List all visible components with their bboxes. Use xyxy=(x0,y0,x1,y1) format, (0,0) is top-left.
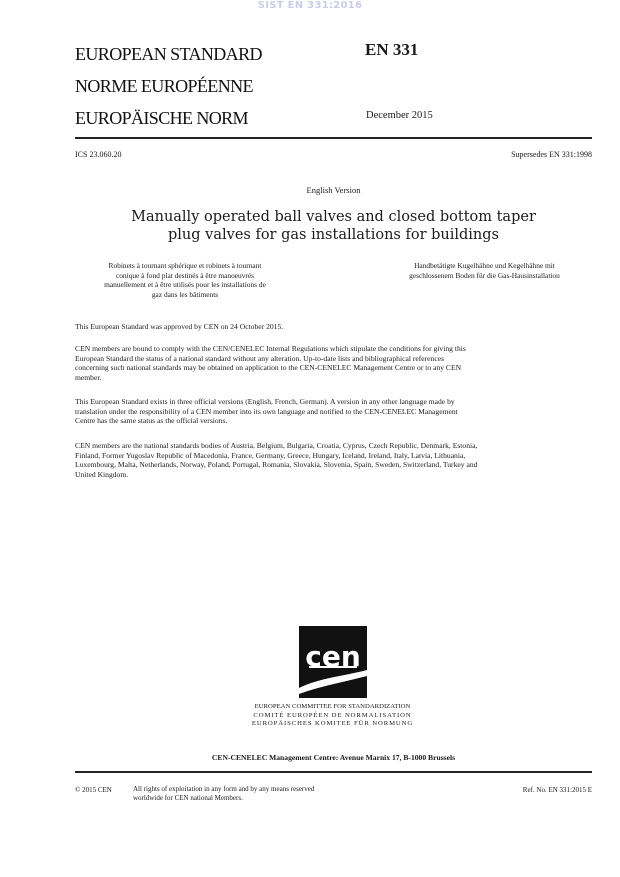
french-title-line: gaz dans les bâtiments xyxy=(151,289,219,299)
paragraph-line: CEN members are the national standards bodies of Austria, Belgium, Bulgaria, Croatia, Cyprus, Czech Republic, Denmark, Estonia, xyxy=(75,441,478,450)
cen-logo-graphic xyxy=(299,626,367,698)
publication-date: December 2015 xyxy=(366,110,433,121)
committee-name-fr: COMITÉ EUROPÉEN DE NORMALISATION xyxy=(253,711,412,719)
watermark: SIST EN 331:2016 xyxy=(257,0,363,11)
version-label: English Version xyxy=(306,185,361,195)
paragraph-line: United Kingdom. xyxy=(75,469,129,479)
paragraph-line: member. xyxy=(75,372,102,382)
standard-number: EN 331 xyxy=(365,40,419,59)
versions-paragraph xyxy=(75,397,592,426)
rights-statement xyxy=(133,785,413,803)
copyright: © 2015 CEN xyxy=(75,786,112,794)
standard-name-en: EUROPEAN STANDARD xyxy=(75,44,262,64)
paragraph-line: This European Standard exists in three official versions (English, French, German). A version in any other language made by xyxy=(75,397,455,406)
compliance-paragraph xyxy=(75,344,592,382)
standard-name-de: EUROPÄISCHE NORM xyxy=(75,108,248,128)
rights-line: worldwide for CEN national Members. xyxy=(133,794,243,802)
rights-line: All rights of exploitation in any form and by any means reserved xyxy=(133,785,315,793)
approval-paragraph xyxy=(75,322,592,332)
footer-rule xyxy=(75,771,592,773)
german-title-line: Handbetätigte Kugelhähne und Kegelhähne mit xyxy=(414,261,555,270)
paragraph-line: CEN members are bound to comply with the CEN/CENELEC Internal Regulations which stipulate the conditions for giving this xyxy=(75,344,466,353)
cen-logo-text: cen xyxy=(305,640,361,673)
paragraph-line: This European Standard was approved by CEN on 24 October 2015. xyxy=(75,322,284,331)
paragraph-line: Luxembourg, Malta, Netherlands, Norway, Poland, Portugal, Romania, Slovakia, Slovenia, Spain, Sweden, Switzerland, Turkey and xyxy=(75,460,478,470)
paragraph-line: Centre has the same status as the official versions. xyxy=(75,416,228,426)
management-centre: CEN-CENELEC Management Centre: Avenue Marnix 17, B-1000 Brussels xyxy=(211,753,456,762)
ics-code: ICS 23.060.20 xyxy=(75,150,122,159)
french-title-line: conique à fond plat destinés à être manoeuvrés xyxy=(115,270,255,280)
paragraph-line: Finland, Former Yugoslav Republic of Macedonia, France, Germany, Greece, Hungary, Iceland, Ireland, Italy, Latvia, Lithuania, xyxy=(75,450,466,460)
paragraph-line: concerning such national standards may be obtained on application to the CEN-CENELEC Management Centre or to any CEN xyxy=(75,363,462,373)
french-title-line: manuellement et à être utilisés pour les installations de xyxy=(104,280,266,290)
document-title xyxy=(75,208,592,244)
committee-names xyxy=(200,703,465,729)
title-line-1: Manually operated ball valves and closed bottom taper xyxy=(131,209,536,225)
cen-logo-icon xyxy=(299,626,367,698)
members-paragraph xyxy=(75,441,592,479)
paragraph-line: European Standard the status of a national standard without any alteration. Up-to-date lists and bibliographical references xyxy=(75,353,445,363)
header-rule xyxy=(75,137,592,139)
title-line-2: plug valves for gas installations for buildings xyxy=(168,227,499,243)
paragraph-line: translation under the responsibility of a CEN member into its own language and notified to the CEN-CENELEC Management xyxy=(75,406,458,416)
french-title xyxy=(60,261,310,299)
german-title xyxy=(362,261,607,280)
standard-name-fr: NORME EUROPÉENNE xyxy=(75,76,253,96)
german-title-line: geschlossenem Boden für die Gas-Hausinstallation xyxy=(409,270,560,280)
committee-name-en: EUROPEAN COMMITTEE FOR STANDARDIZATION xyxy=(254,703,411,710)
reference-number: Ref. No. EN 331:2015 E xyxy=(522,786,592,794)
french-title-line: Robinets à tournant sphérique et robinets à tournant xyxy=(108,261,262,270)
committee-name-de: EUROPÄISCHES KOMITEE FÜR NORMUNG xyxy=(251,720,414,728)
supersedes: Supersedes EN 331:1998 xyxy=(511,150,592,159)
